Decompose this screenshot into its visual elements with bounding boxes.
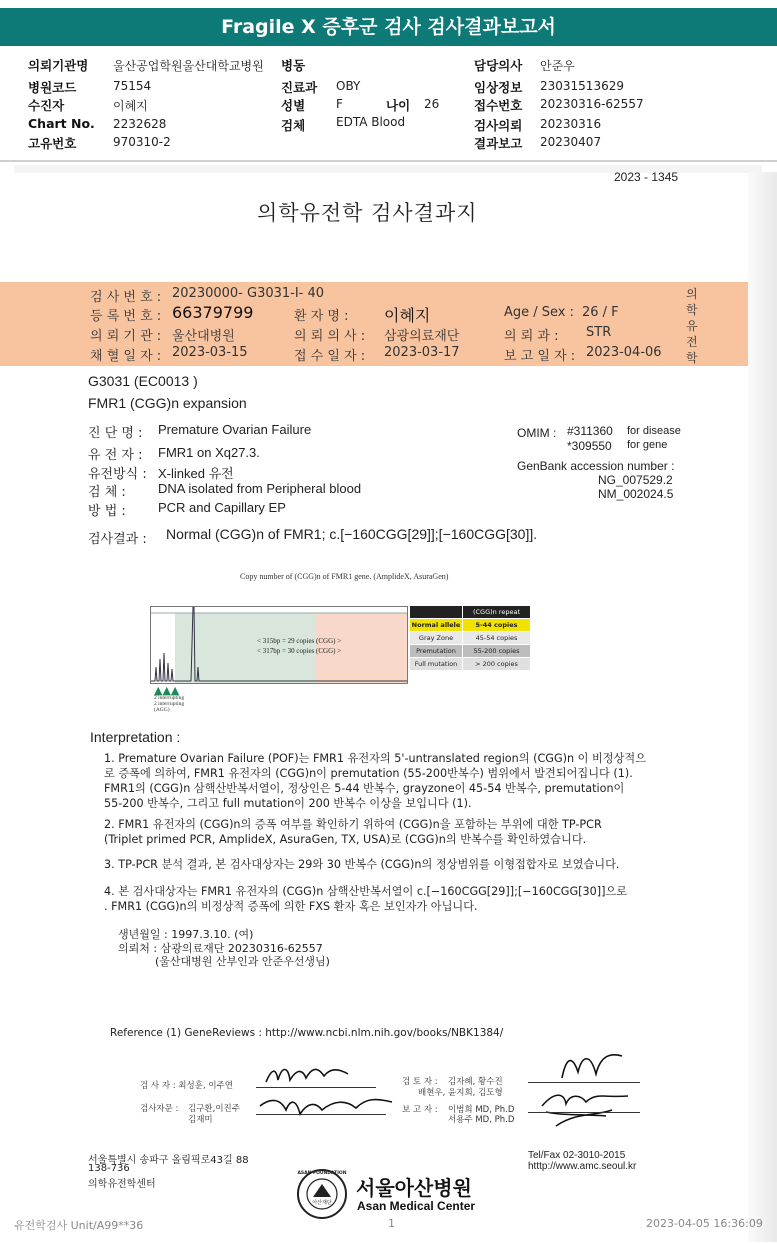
inheritance: X-linked 유전 xyxy=(158,466,234,481)
diagnosis: Premature Ovarian Failure xyxy=(158,422,312,437)
report-banner-title: Fragile X 증후군 검사 검사결과보고서 xyxy=(0,8,777,46)
signature-line xyxy=(528,1112,640,1113)
header-value: 20230316 xyxy=(540,117,602,131)
gene: FMR1 on Xq27.3. xyxy=(158,445,260,460)
genbank-2: NM_002024.5 xyxy=(598,487,674,501)
field-label: 진 단 명 : xyxy=(88,426,143,441)
reviewer: 김자혜, 황수진 xyxy=(448,1077,503,1087)
address-1: 서울특별시 송파구 올림픽로43길 88 xyxy=(88,1155,249,1166)
omim-disease: #311360 xyxy=(567,424,613,438)
advisor-2: 김재미 xyxy=(188,1115,213,1125)
header-label: 고유번호 xyxy=(28,136,77,151)
header-value: 970310-2 xyxy=(113,135,171,149)
test-name: FMR1 (CGG)n expansion xyxy=(88,395,247,411)
header-label: 성별 xyxy=(281,98,306,113)
header-divider xyxy=(0,160,777,162)
interpretation-title: Interpretation : xyxy=(90,729,181,745)
interp-line: FMR1의 (CGG)n 삼핵산반복서열이, 정상인은 5-44 반복수, grayzone이 45-54 반복수, premutation이 xyxy=(104,782,625,795)
table-cell: 45-54 copies xyxy=(463,632,530,644)
table-cell: 5-44 copies xyxy=(463,619,530,631)
genbank-1: NG_007529.2 xyxy=(598,473,673,487)
reporter-label: 보 고 자 : xyxy=(402,1105,438,1115)
field-label: 유전방식 : xyxy=(88,467,147,482)
reg-no-label: 등 록 번 호 : xyxy=(90,309,162,324)
address-3: 의학유전학센터 xyxy=(88,1179,156,1190)
table-row xyxy=(410,632,530,645)
footer-left: 유전학검사 Unit/A99**36 xyxy=(14,1219,144,1232)
examiner: 검 사 자 : 최성훈, 이주연 xyxy=(140,1081,233,1091)
table-cell: > 200 copies xyxy=(463,658,530,670)
header-value: 20230407 xyxy=(540,135,602,149)
peak-label-2: < 317bp = 30 copies (CGG) > xyxy=(257,647,342,655)
reporter: 이범희 MD, Ph.D xyxy=(448,1105,515,1115)
address-2: 138-736 xyxy=(88,1163,130,1174)
signature-reviewer xyxy=(556,1048,626,1084)
req-label: 의 뢰 과 : xyxy=(504,329,559,344)
report-label: 보 고 일 자 : xyxy=(504,349,576,364)
doctor: 삼광의료재단 xyxy=(384,329,460,344)
signature-reporter xyxy=(536,1086,636,1142)
reg-no: 66379799 xyxy=(172,303,254,322)
interp-line: 55-200 반복수, 그리고 full mutation이 200 반복수 이상을 보입니다 (1). xyxy=(104,797,472,810)
field-label: 방 법 : xyxy=(88,504,126,519)
header-label: Chart No. xyxy=(28,116,95,131)
header-label: 검사의뢰 xyxy=(474,118,523,133)
header-value: OBY xyxy=(336,79,361,93)
inst: 울산대병원 xyxy=(172,329,235,344)
requester-detail: (울산대병원 산부인과 안준우선생님) xyxy=(155,955,330,968)
header-value: 이혜지 xyxy=(113,99,148,113)
table-header-blank xyxy=(410,606,462,618)
patient-name: 이혜지 xyxy=(384,306,431,325)
method: PCR and Capillary EP xyxy=(158,500,286,515)
header-label: 검체 xyxy=(281,118,306,133)
specimen: DNA isolated from Peripheral blood xyxy=(158,481,362,496)
result-label: 검사결과 : xyxy=(88,532,147,547)
advisor: 김구환,이진주 xyxy=(188,1104,240,1114)
test-code: G3031 (EC0013 ) xyxy=(88,373,198,389)
birth-date: 생년월일 : 1997.3.10. (여) xyxy=(118,928,254,941)
table-cell: Full mutation xyxy=(410,658,462,670)
reporter-2: 서용주 MD, Ph.D xyxy=(448,1115,515,1125)
header-value: EDTA Blood xyxy=(336,115,406,129)
result-text: Normal (CGG)n of FMR1; c.[−160CGG[29]];[−160CGG[30]]. xyxy=(166,526,538,542)
test-no: 20230000- G3031-I- 40 xyxy=(172,286,325,301)
header-value: 울산공업학원울산대학교병원 xyxy=(113,59,264,73)
arrow-note: 2 interrupting xyxy=(154,695,185,701)
header-value: 안준우 xyxy=(540,59,575,73)
signature-examiner xyxy=(262,1060,352,1090)
interp-line: . FMR1 (CGG)n의 비정상적 증폭에 의한 FXS 환자 혹은 보인자가 아닙니다. xyxy=(104,900,478,913)
collect-date: 2023-03-15 xyxy=(172,345,248,360)
website: htttp://www.amc.seoul.kr xyxy=(528,1161,637,1172)
field-label: 검 체 : xyxy=(88,485,126,500)
arrow-note: 2 interrupting xyxy=(154,701,185,707)
header-value: 26 xyxy=(424,97,440,111)
header-label: 접수번호 xyxy=(474,98,523,113)
footer-page: 1 xyxy=(388,1217,395,1230)
requester: 의뢰처 : 삼광의료재단 20230316-62557 xyxy=(118,942,323,955)
header-info xyxy=(0,50,777,162)
header-value: 20230316-62557 xyxy=(540,97,644,111)
signature-advisor xyxy=(256,1088,396,1122)
electropherogram xyxy=(150,606,408,684)
interp-line: 로 증폭에 의하여, FMR1 유전자의 (CGG)n이 premutation (55-200반복수) 범위에서 발견되어집니다 (1). xyxy=(104,767,633,780)
genbank-label: GenBank accession number : xyxy=(517,459,675,473)
field-label: 유 전 자 : xyxy=(88,448,143,463)
inst-label: 의 뢰 기 관 : xyxy=(90,329,162,344)
hospital-logo-en: Asan Medical Center xyxy=(357,1199,476,1213)
table-cell: 55-200 copies xyxy=(463,645,530,657)
table-cell: Premutation xyxy=(410,645,462,657)
interp-line: 4. 본 검사대상자는 FMR1 유전자의 (CGG)n 삼핵산반복서열이 c.[−160CGG[29]];[−160CGG[30]]으로 xyxy=(104,885,628,898)
interp-line: (Triplet primed PCR, AmplideX, AsuraGen, TX, USA)로 (CGG)n의 반복수를 확인하였습니다. xyxy=(104,833,587,846)
interpretation-3 xyxy=(104,857,619,872)
table-row xyxy=(410,658,530,671)
doctor-label: 의 뢰 의 사 : xyxy=(294,329,366,344)
receive-label: 접 수 일 자 : xyxy=(294,349,366,364)
header-label: 결과보고 xyxy=(474,136,523,151)
header-label: 의뢰기관명 xyxy=(28,58,89,73)
header-value: 2232628 xyxy=(113,117,167,131)
doc-number: 2023 - 1345 xyxy=(614,170,679,184)
reviewer-2: 배현우, 윤지희, 김도형 xyxy=(418,1088,503,1098)
omim-gene: *309550 xyxy=(567,439,612,453)
seal-text: ASAN FOUNDATION xyxy=(297,1171,347,1176)
patient-label: 환 자 명 : xyxy=(294,309,349,324)
table-row xyxy=(410,619,530,632)
header-label: 임상정보 xyxy=(474,80,523,95)
asan-foundation-seal-icon xyxy=(296,1168,348,1220)
interp-line: 1. Premature Ovarian Failure (POF)는 FMR1 유전자의 5'-untranslated region의 (CGG)n 이 비정상적으 xyxy=(104,752,647,765)
table-row xyxy=(410,645,530,658)
signature-line xyxy=(256,1114,386,1115)
figure-title: Copy number of (CGG)n of FMR1 gene. (AmplideX, AsuraGen) xyxy=(240,572,449,581)
report-title: 의학유전학 검사결과지 xyxy=(257,201,478,225)
seal-inner-text: 아산재단 xyxy=(312,1200,332,1206)
reviewer-label: 검 토 자 : xyxy=(402,1077,438,1087)
header-value: F xyxy=(336,97,343,111)
table-header-row xyxy=(410,606,530,619)
interpretation-1 xyxy=(104,751,646,811)
arrow-notes xyxy=(154,695,184,713)
header-label: 나이 xyxy=(386,98,411,113)
omim-disease-note: for disease xyxy=(627,425,681,437)
agesex-label: Age / Sex : xyxy=(504,305,575,320)
tel-fax: Tel/Fax 02-3010-2015 xyxy=(528,1150,626,1161)
interpretation-4 xyxy=(104,884,627,914)
interp-line: 2. FMR1 유전자의 (CGG)n의 증폭 여부를 확인하기 위하여 (CGG)n을 포함하는 부위에 대한 TP-PCR xyxy=(104,818,602,831)
test-no-label: 검 사 번 호 : xyxy=(90,290,162,305)
header-value: 23031513629 xyxy=(540,79,624,93)
header-label: 담당의사 xyxy=(474,58,523,73)
receive-date: 2023-03-17 xyxy=(384,345,460,360)
scan-edge-shadow xyxy=(748,172,777,1242)
header-value: 75154 xyxy=(113,79,152,93)
table-header: (CGG)n repeat xyxy=(463,606,530,618)
table-cell: Normal allele xyxy=(411,621,461,629)
header-label: 병동 xyxy=(281,58,306,73)
report-date: 2023-04-06 xyxy=(586,345,662,360)
collect-label: 채 혈 일 자 : xyxy=(90,349,162,364)
header-label: 수진자 xyxy=(28,98,65,113)
omim-gene-note: for gene xyxy=(627,439,668,451)
header-label: 병원코드 xyxy=(28,80,77,95)
arrow-up-icon: ▲▲▲ xyxy=(154,684,180,697)
reference: Reference (1) GeneReviews : http://www.ncbi.nlm.nih.gov/books/NBK1384/ xyxy=(110,1027,504,1039)
req: STR xyxy=(586,325,612,340)
interpretation-2 xyxy=(104,817,602,847)
hospital-logo-ko: 서울아산병원 xyxy=(356,1176,472,1200)
footer-timestamp: 2023-04-05 16:36:09 xyxy=(646,1217,763,1230)
arrow-note: (AGG) xyxy=(154,707,170,713)
electropherogram-plot xyxy=(151,607,407,683)
signature-line xyxy=(528,1082,640,1083)
agesex: 26 / F xyxy=(582,305,619,320)
advisor-label: 검사자문 : xyxy=(140,1104,179,1114)
interp-line: 3. TP-PCR 분석 결과, 본 검사대상자는 29와 30 반복수 (CGG)n의 정상범위를 이형접합자로 보였습니다. xyxy=(104,858,620,871)
peak-label-1: < 315bp = 29 copies (CGG) > xyxy=(257,637,342,645)
header-label: 진료과 xyxy=(281,80,318,95)
vertical-title: 의학유전학 xyxy=(686,287,698,365)
table-cell: Gray Zone xyxy=(410,632,462,644)
omim-label: OMIM : xyxy=(517,426,557,440)
